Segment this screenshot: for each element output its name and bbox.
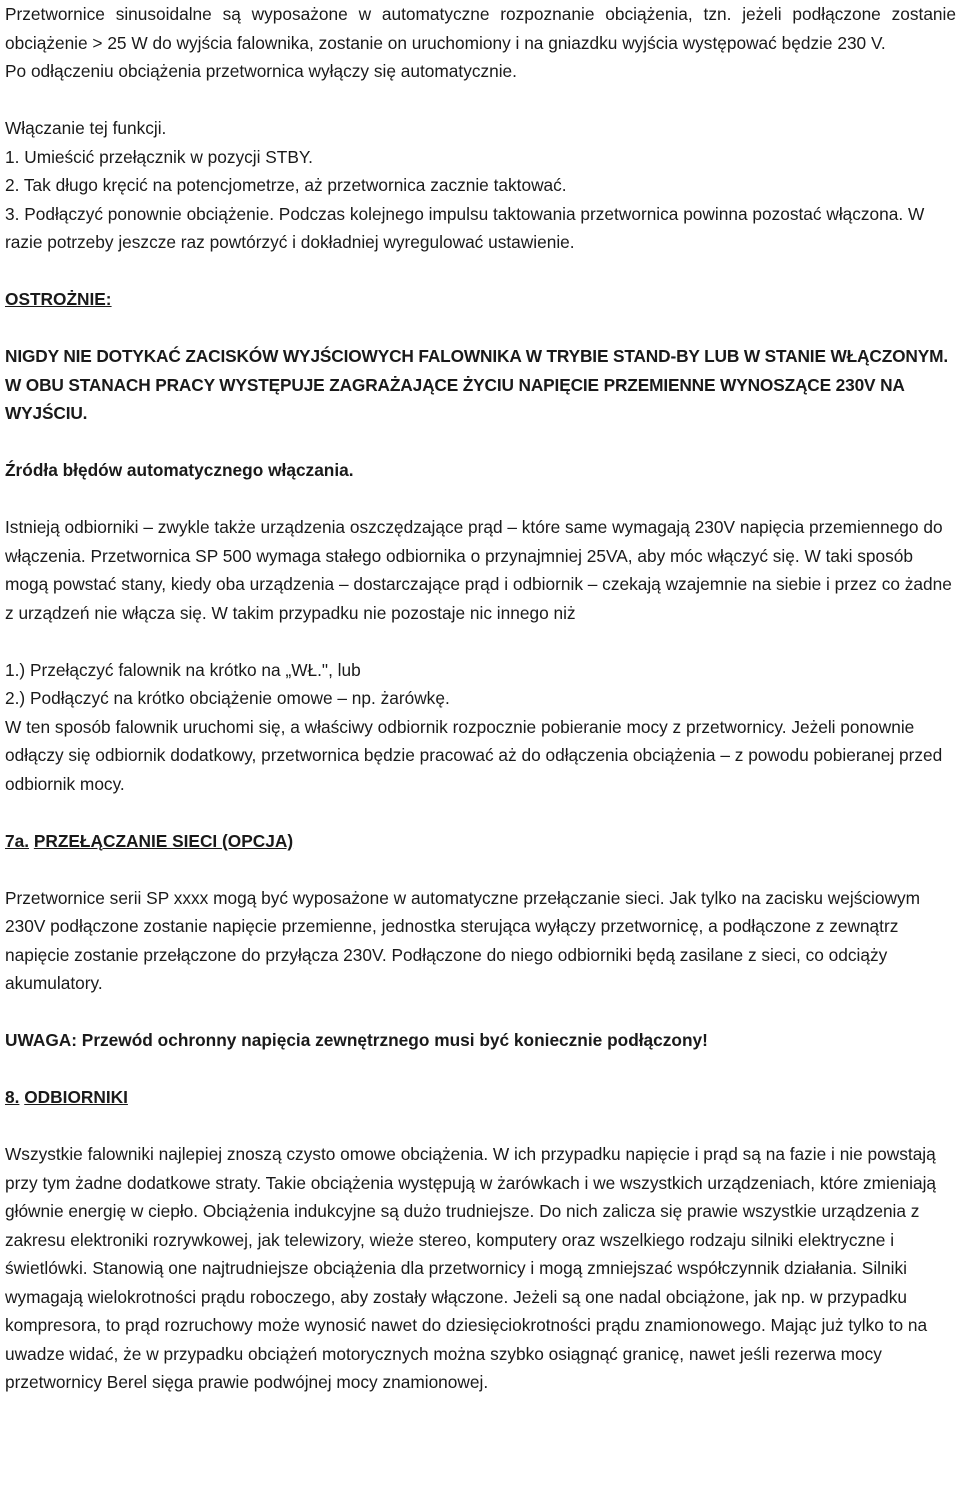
spacer <box>5 998 956 1027</box>
spacer <box>5 798 956 827</box>
section-7a-paragraph: Przetwornice serii SP xxxx mogą być wyposażone w automatyczne przełączanie sieci. Jak tylko na zacisku wejściowym 230V podłączone zostanie napięcie przemienne, jednostka sterująca wyłączy przetwornicę, a podłączone z zewnątrz napięcie zostanie przełączone do przyłącza 230V. Podłączone do niego odbiorniki będą zasilane z sieci, co odciąży akumulatory. <box>5 887 920 993</box>
spacer <box>5 627 956 656</box>
section-8-heading <box>5 1083 956 1112</box>
enable-step-3: 3. Podłączyć ponownie obciążenie. Podczas kolejnego impulsu taktowania przetwornica powinna pozostać włączona. W razie potrzeby jeszcze raz powtórzyć i dokładniej wyregulować ustawienie. <box>5 203 925 252</box>
enable-step-2: 2. Tak długo kręcić na potencjometrze, aż przetwornica zacznie taktować. <box>5 175 567 195</box>
errors-option-2: 2.) Podłączyć na krótko obciążenie omowe – np. żarówkę. <box>5 688 450 708</box>
section-8-number: 8. <box>5 1087 20 1107</box>
spacer <box>5 257 956 286</box>
section-7a-number: 7a. <box>5 830 30 851</box>
spacer <box>5 86 956 115</box>
section-8-paragraph: Wszystkie falowniki najlepiej znoszą czysto omowe obciążenia. W ich przypadku napięcie i prąd są na fazie i nie powstają przy tym żadne dodatkowe straty. Takie obciążenia występują w żarówkach i we wszystkich urządzeniach, które zmieniają głównie energię w ciepło. Obciążenia indukcyjne są dużo trudniejsze. Do nich zalicza się prawie wszystkie urządzenia z zakresu elektroniki rozrywkowej, jak telewizory, wieże stereo, komputery oraz wszelkiego rodzaju silniki elektryczne i świetlówki. Stanowią one najtrudniejsze obciążenia dla przetwornicy i mogą zmniejszać współczynnik działania. Silniki wymagają wielokrotności prądu roboczego, aby zostały włączone. Jeżeli są one nadal obciążone, jak np. w przypadku kompresora, to prąd rozruchowy może wynosić nawet do dziesięciokrotności prądu znamionowego. Mając już tylko to na uwadze widać, że w przypadku obciążeń motorycznych można szybko osiągnąć granicę, nawet jeśli rezerwa mocy przetwornicy Berel sięga prawie podwójnej mocy znamionowej. <box>5 1144 937 1392</box>
section-8-title: ODBIORNIKI <box>24 1087 128 1107</box>
errors-heading: Źródła błędów automatycznego włączania. <box>5 460 354 480</box>
spacer <box>5 314 956 343</box>
spacer <box>5 428 956 457</box>
spacer <box>5 855 956 884</box>
section-7a-title: PRZEŁĄCZANIE SIECI (OPCJA) <box>33 830 294 851</box>
section-7a-heading <box>5 827 956 856</box>
caution-text: NIGDY NIE DOTYKAĆ ZACISKÓW WYJŚCIOWYCH FALOWNIKA W TRYBIE STAND-BY LUB W STANIE WŁĄCZONYM. W OBU STANACH PRACY WYSTĘPUJE ZAGRAŻAJĄCE ŻYCIU NAPIĘCIE PRZEMIENNE WYNOSZĄCE 230V NA WYJŚCIU. <box>5 346 949 423</box>
intro-auto-off: Po odłączeniu obciążenia przetwornica wyłączy się automatycznie. <box>5 61 517 81</box>
enable-step-1: 1. Umieścić przełącznik w pozycji STBY. <box>5 146 313 167</box>
intro-paragraph: Przetwornice sinusoidalne są wyposażone w automatyczne rozpoznanie obciążenia, tzn. jeżeli podłączone zostanie obciążenie > 25 W do wyjścia falownika, zostanie on uruchomiony i na gniazdku wyjścia występować będzie 230 V. <box>5 4 956 53</box>
spacer <box>5 1112 956 1141</box>
errors-paragraph: Istnieją odbiorniki – zwykle także urządzenia oszczędzające prąd – które same wymagają 230V napięcia przemiennego do włączenia. Przetwornica SP 500 wymaga stałego odbiornika o przynajmniej 25VA, aby móc włączyć się. W taki sposób mogą powstać stany, kiedy oba urządzenia – dostarczające prąd i odbiornik – czekają wzajemnie na siebie i przez co żadne z urządzeń nie włącza się. W takim przypadku nie pozostaje nic innego niż <box>5 517 952 623</box>
spacer <box>5 485 956 514</box>
caution-heading: OSTROŻNIE: <box>5 289 112 309</box>
enable-function-title: Włączanie tej funkcji. <box>5 118 167 138</box>
errors-after-paragraph: W ten sposób falownik uruchomi się, a właściwy odbiornik rozpocznie pobieranie mocy z przetwornicy. Jeżeli ponownie odłączy się odbiornik dodatkowy, przetwornica będzie pracować aż do odłączenia obciążenia – z powodu pobieranej przed odbiornik mocy. <box>5 716 943 794</box>
spacer <box>5 1055 956 1084</box>
errors-option-1: 1.) Przełączyć falownik na krótko na „WŁ.", lub <box>5 659 361 680</box>
section-7a-warning: UWAGA: Przewód ochronny napięcia zewnętrznego musi być koniecznie podłączony! <box>5 1030 708 1050</box>
